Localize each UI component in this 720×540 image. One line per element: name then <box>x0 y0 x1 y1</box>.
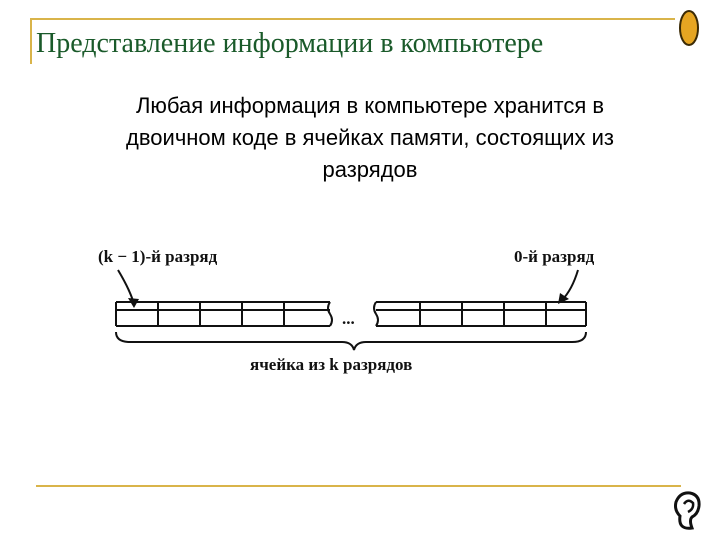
ear-icon <box>672 490 702 532</box>
body-text <box>60 90 680 186</box>
cell-label: ячейка из k разрядов <box>250 355 413 374</box>
oval-bullet-icon <box>677 8 701 48</box>
body-line-3: разрядов <box>322 157 418 182</box>
frame-left-line <box>30 18 32 64</box>
frame-bottom-line <box>36 485 681 487</box>
register-left-break <box>328 302 332 326</box>
left-bit-label: (k − 1)-й разряд <box>98 247 218 266</box>
slide-title: Представление информации в компьютере <box>36 28 544 59</box>
body-line-1: Любая информация в компьютере хранится в <box>135 93 605 118</box>
body-line-2: двоичном коде в ячейках памяти, состоящих из <box>126 125 614 150</box>
frame-top-line <box>30 18 675 20</box>
memory-cell-diagram <box>90 238 630 378</box>
right-arrow <box>562 270 578 300</box>
ellipsis: ... <box>342 309 355 328</box>
brace <box>116 332 586 350</box>
right-bit-label: 0-й разряд <box>514 247 595 266</box>
register-right-break <box>374 302 378 326</box>
